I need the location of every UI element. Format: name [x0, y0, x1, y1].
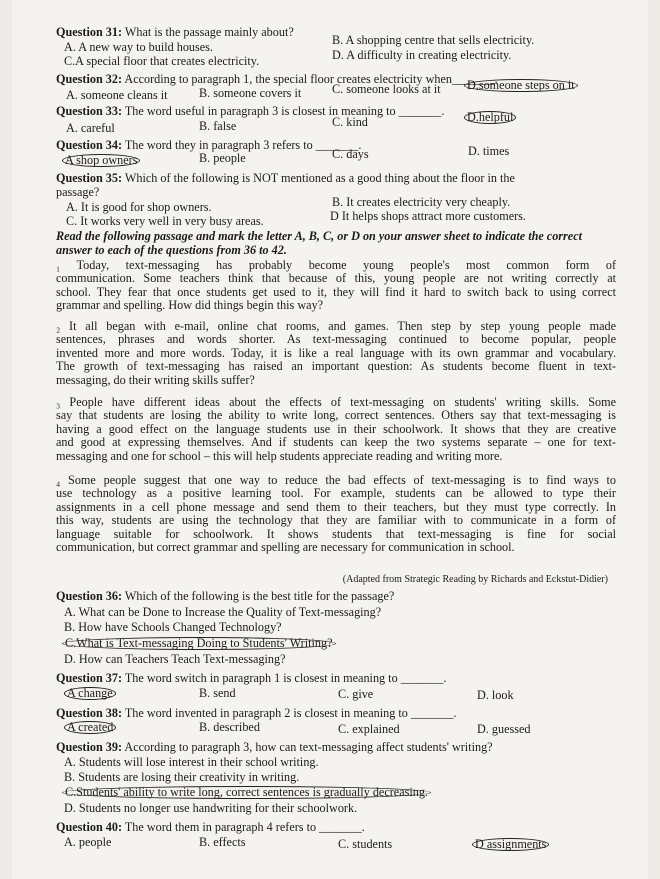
selected-answer: D.someone steps on it — [464, 79, 578, 92]
paragraph-line: school. They fear that once students get used to it, they will find it hard to switch back to using correct — [56, 284, 616, 299]
option-a: A. It is good for shop owners. — [66, 200, 212, 214]
option-c: C. explained — [338, 722, 400, 736]
option-d: D. A difficulty in creating electricity. — [332, 48, 512, 62]
paragraph-line: messaging and one for school – this will help students appreciate reading and writing more. — [56, 448, 503, 463]
question-label: Question 40: — [56, 820, 123, 834]
option-a: A. careful — [66, 121, 115, 135]
option-c: C. someone looks at it — [332, 82, 441, 96]
option-d: D. look — [477, 688, 514, 702]
option-a: A. A new way to build houses. — [64, 40, 213, 54]
option-b: B. How have Schools Changed Technology? — [64, 620, 282, 634]
option-b: B. Students are losing their creativity in writing. — [64, 770, 300, 784]
question-36 — [56, 590, 394, 603]
option-d: D It helps shops attract more customers. — [330, 209, 526, 223]
option-b: B. A shopping centre that sells electricity. — [332, 33, 535, 47]
question-40 — [56, 821, 365, 834]
selected-answer: A created — [64, 721, 116, 734]
option-c: C. It works very well in very busy areas. — [66, 214, 264, 228]
question-stem: What is the passage mainly about? — [124, 25, 294, 39]
paragraph-line: say that students are losing the ability to write long, correct sentences. Others say that text-messaging is — [56, 408, 616, 423]
reading-instruction: Read the following passage and mark the letter A, B, C, or D on your answer sheet to indicate the correct answer to each of the questions from 36 to 42. — [56, 229, 583, 257]
question-label: Question 32: — [56, 72, 123, 86]
paragraph-line: and good at expressing themselves. And if students can keep the two systems separate – one for text- — [56, 435, 616, 450]
question-stem: Which of the following is NOT mentioned as a good thing about the floor in the — [124, 171, 515, 185]
paragraph-line: use technology as a positive learning tool. For example, students can be allowed to type their — [56, 486, 616, 501]
question-stem: The word switch in paragraph 1 is closest in meaning to _______. — [124, 671, 447, 685]
question-label: Question 33: — [56, 104, 123, 118]
option-a — [64, 721, 116, 734]
paragraph-line: ₄ Some people suggest that one way to reduce the bad effects of text-messaging is to find ways to — [56, 473, 616, 487]
paragraph-line: language suitable for schoolwork. It shows students that text-messaging is fine for social — [56, 526, 616, 541]
selected-answer: D.helpful — [464, 111, 516, 124]
paragraph-2 — [56, 320, 616, 387]
selected-answer: C.What is Text-messaging Doing to Students' Writing? — [62, 637, 336, 650]
option-c: C. give — [338, 687, 374, 701]
option-a: A. What can be Done to Increase the Quality of Text-messaging? — [64, 605, 382, 619]
paragraph-line: ₁ Today, text-messaging has probably become young people's most common form of — [56, 258, 616, 272]
option-b: B. effects — [199, 835, 246, 849]
paragraph-line: ₂ It all began with e-mail, online chat rooms, and games. Then step by step young people made — [56, 319, 616, 333]
question-label: Question 39: — [56, 740, 123, 754]
paragraph-line: sentences, phrases and words shorter. As text-messaging continued to become popular, people — [56, 332, 616, 347]
option-d — [464, 111, 516, 124]
option-d: D. times — [468, 144, 510, 158]
option-d — [472, 838, 549, 851]
paragraph-line: The growth of text-messaging has raised an important question: As students become fluent in text- — [56, 359, 616, 374]
paragraph-line: having a good effect on the language students use in their schoolwork. It shows that they are creative — [56, 421, 616, 436]
question-label: Question 34: — [56, 138, 123, 152]
paragraph-line: grammar and spelling. How did things begin this way? — [56, 298, 324, 313]
question-label: Question 38: — [56, 706, 123, 720]
question-label: Question 37: — [56, 671, 123, 685]
option-b: B. people — [199, 151, 246, 165]
question-33 — [56, 105, 444, 118]
paragraph-line: invented more and more words. Today, it is like a real language with its own grammar and vocabulary. — [56, 345, 616, 360]
question-stem: The word they in paragraph 3 refers to _______. — [124, 138, 362, 152]
question-stem: According to paragraph 1, the special floor creates electricity when_______. — [124, 72, 498, 86]
question-37 — [56, 672, 446, 685]
selected-answer: C.Students' ability to write long, correct sentences is gradually decreasing. — [62, 786, 431, 799]
option-b: B. someone covers it — [199, 86, 302, 100]
option-d: D. guessed — [477, 722, 531, 736]
source-note: (Adapted from Strategic Reading by Richards and Eckstut-Didier) — [342, 574, 608, 585]
question-label: Question 36: — [56, 589, 123, 603]
question-38 — [56, 707, 457, 720]
question-stem: Which of the following is the best title for the passage? — [124, 589, 395, 603]
question-stem: The word useful in paragraph 3 is closest in meaning to _______. — [124, 104, 445, 118]
option-a — [64, 687, 116, 700]
paragraph-line: assignments in a cell phone message and send them to their teachers, but they must type correctly. In — [56, 499, 616, 514]
exam-page — [12, 0, 648, 879]
question-label: Question 35: — [56, 171, 123, 185]
option-d: D. How can Teachers Teach Text-messaging? — [64, 652, 286, 666]
question-stem: The word invented in paragraph 2 is closest in meaning to _______. — [124, 706, 457, 720]
option-a: A. someone cleans it — [66, 88, 168, 102]
option-a — [62, 154, 140, 167]
option-b: B. described — [199, 720, 260, 734]
question-31 — [56, 26, 294, 39]
option-b: B. It creates electricity very cheaply. — [332, 195, 511, 209]
paragraph-line: this way, students are using the technology that they are familiar with to communicate in a form of — [56, 513, 616, 528]
option-b: B. send — [199, 686, 236, 700]
paragraph-1 — [56, 259, 616, 313]
option-a: A. people — [64, 835, 112, 849]
question-label: Question 31: — [56, 25, 123, 39]
selected-answer: D assignments — [472, 838, 549, 851]
paragraph-line: ₃ People have different ideas about the effects of text-messaging on students' writing skills. Some — [56, 395, 616, 409]
option-b: B. false — [199, 119, 237, 133]
paragraph-4 — [56, 474, 616, 554]
question-stem-cont: passage? — [56, 185, 100, 199]
option-d — [464, 79, 578, 92]
option-a: A. Students will lose interest in their school writing. — [64, 755, 319, 769]
option-d: D. Students no longer use handwriting for their schoolwork. — [64, 801, 358, 815]
selected-answer: A change — [64, 687, 116, 700]
paragraph-line: messaging, do their writing skills suffer? — [56, 372, 255, 387]
question-stem: The word them in paragraph 4 refers to _______. — [124, 820, 365, 834]
option-c — [62, 637, 336, 650]
option-c: C. kind — [332, 115, 368, 129]
paragraph-line: communication, but correct grammar and spelling are necessary for communication in school. — [56, 540, 515, 555]
option-c: C. days — [332, 147, 369, 161]
question-stem: According to paragraph 3, how can text-messaging affect students' writing? — [124, 740, 493, 754]
paragraph-line: communication. Some teachers think that because of this, young people are not writing correctly at — [56, 271, 616, 286]
option-c: C. students — [338, 837, 393, 851]
option-c — [62, 786, 431, 799]
selected-answer: A shop owners — [62, 154, 140, 167]
question-35 — [56, 172, 515, 185]
option-c: C.A special floor that creates electricity. — [64, 54, 260, 68]
paragraph-3 — [56, 396, 616, 463]
question-39 — [56, 741, 493, 754]
